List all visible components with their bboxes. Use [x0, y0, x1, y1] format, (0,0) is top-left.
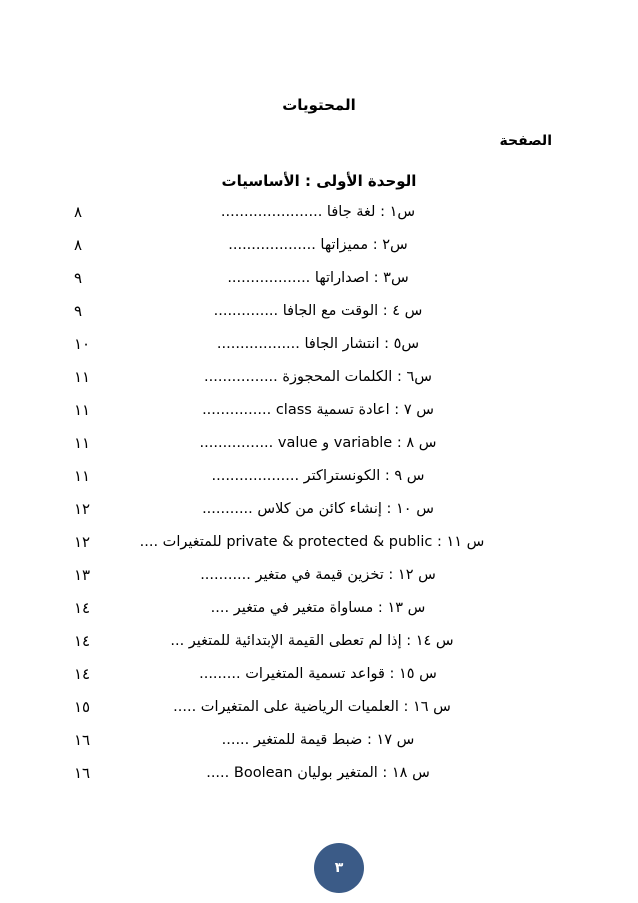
toc-entry-text: س ١٨ : المتغير بوليان Boolean ..... — [206, 765, 430, 781]
toc-row — [0, 399, 638, 429]
page-column-label: الصفحة — [499, 133, 552, 149]
toc-row — [0, 201, 638, 231]
page-title: المحتويات — [282, 96, 356, 114]
toc-entry-text: س ١٤ : إذا لم تعطى القيمة الإبتدائية للمتغير ... — [170, 633, 454, 649]
toc-row — [0, 366, 638, 396]
toc-entry-page: ١٤ — [74, 632, 91, 650]
toc-entry-page: ١٦ — [74, 731, 91, 749]
toc-row — [0, 762, 638, 792]
toc-entry-page: ١٥ — [74, 698, 91, 716]
toc-entry-text: س٦ : الكلمات المحجوزة ................ — [204, 369, 432, 385]
page-number: ٣ — [334, 860, 344, 876]
toc-entry-text: س٢ : مميزاتها ................... — [228, 237, 408, 253]
toc-entry-page: ١١ — [74, 467, 91, 485]
toc-row — [0, 333, 638, 363]
toc-entry-text: س ١٠ : إنشاء كائن من كلاس ........... — [202, 501, 434, 517]
page-number-badge — [314, 843, 364, 893]
toc-entry-page: ٨ — [74, 236, 83, 254]
toc-entry-text: س ١٣ : مساواة متغير في متغير .... — [210, 600, 426, 616]
toc-entry-text: س ١٥ : قواعد تسمية المتغيرات ......... — [199, 666, 437, 682]
toc-entry-page: ٨ — [74, 203, 83, 221]
toc-row — [0, 597, 638, 627]
toc-entry-page: ١٣ — [74, 566, 91, 584]
toc-row — [0, 234, 638, 264]
toc-entry-text: س ١٦ : العلميات الرياضية على المتغيرات ..... — [173, 699, 451, 715]
toc-row — [0, 531, 638, 561]
toc-row — [0, 498, 638, 528]
toc-entry-page: ١٤ — [74, 599, 91, 617]
toc-entry-text: س٥ : انتشار الجافا .................. — [216, 336, 420, 352]
unit-title: الوحدة الأولى : الأساسيات — [221, 172, 417, 190]
toc-row — [0, 696, 638, 726]
toc-entry-text: س١ : لغة جافا ...................... — [220, 204, 416, 220]
toc-row — [0, 432, 638, 462]
toc-row — [0, 465, 638, 495]
toc-entry-page: ١٢ — [74, 500, 91, 518]
toc-entry-page: ١٠ — [74, 335, 91, 353]
toc-row — [0, 300, 638, 330]
toc-entry-text: س ١١ : private & protected & public للمتغيرات .... — [139, 534, 485, 550]
toc-row — [0, 564, 638, 594]
toc-entry-page: ٩ — [74, 302, 83, 320]
toc-entry-page: ١١ — [74, 434, 91, 452]
toc-row — [0, 729, 638, 759]
toc-entry-page: ١١ — [74, 368, 91, 386]
toc-row — [0, 630, 638, 660]
toc-entry-page: ١٢ — [74, 533, 91, 551]
toc-row — [0, 267, 638, 297]
toc-entry-text: س ٩ : الكونستراكتر ................... — [211, 468, 425, 484]
toc-entry-text: س٣ : اصداراتها .................. — [227, 270, 409, 286]
toc-entry-page: ٩ — [74, 269, 83, 287]
toc-entry-text: س ٨ : variable و value ................ — [199, 435, 437, 451]
toc-entry-page: ١٤ — [74, 665, 91, 683]
toc-entry-text: س ١٧ : ضبط قيمة للمتغير ...... — [221, 732, 415, 748]
toc-entry-page: ١١ — [74, 401, 91, 419]
toc-row — [0, 663, 638, 693]
toc-entry-text: س ١٢ : تخزين قيمة في متغير ........... — [200, 567, 436, 583]
toc-entry-text: س ٤ : الوقت مع الجافا .............. — [213, 303, 423, 319]
toc-entry-text: س ٧ : اعادة تسمية class ............... — [202, 402, 434, 418]
toc-entry-page: ١٦ — [74, 764, 91, 782]
